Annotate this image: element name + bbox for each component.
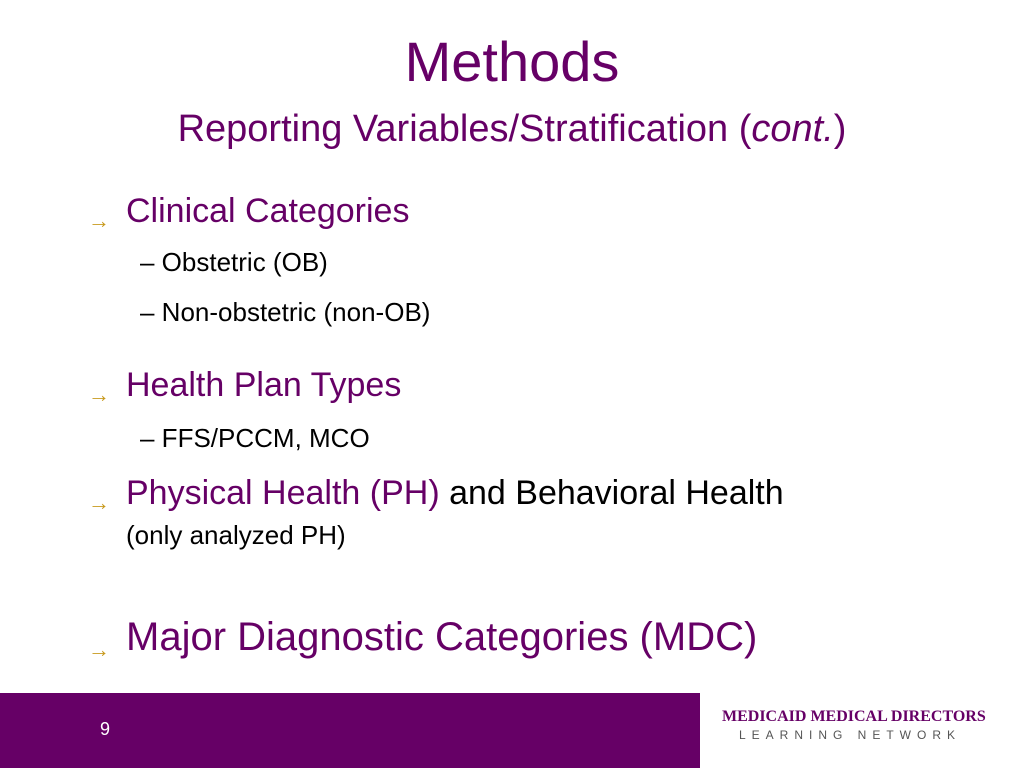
bullet-label-colored: Physical Health (PH) [126, 474, 440, 512]
bullet-label: Major Diagnostic Categories (MDC) [126, 615, 758, 659]
arrow-bullet-icon: → [88, 637, 110, 662]
arrow-bullet-icon: → [88, 382, 110, 407]
bullet-label: Health Plan Types [126, 366, 402, 404]
subtitle-text: Reporting Variables/Stratification ( [177, 108, 752, 150]
bullet-label-suffix: and Behavioral Health [439, 474, 784, 512]
footer-bar [0, 693, 700, 768]
arrow-bullet-icon: → [88, 490, 110, 515]
bullet-note: (only analyzed PH) [126, 520, 346, 550]
arrow-bullet-icon: → [88, 208, 110, 233]
logo-line2: LEARNING NETWORK [738, 728, 961, 742]
page-number: 9 [100, 719, 111, 739]
slide-title: Methods [404, 30, 620, 93]
slide-subtitle [0, 104, 1024, 154]
subtitle-italic: cont. [751, 108, 834, 150]
subitem-obstetric: – Obstetric (OB) [140, 247, 328, 277]
subitem-ffs-pccm-mco: – FFS/PCCM, MCO [140, 423, 370, 453]
subtitle-close: ) [833, 108, 847, 150]
bullet-label [126, 472, 784, 514]
logo-line1: MEDICAID MEDICAL DIRECTORS [722, 708, 986, 725]
subitem-non-obstetric: – Non-obstetric (non-OB) [140, 297, 431, 327]
bullet-label: Clinical Categories [126, 192, 410, 230]
